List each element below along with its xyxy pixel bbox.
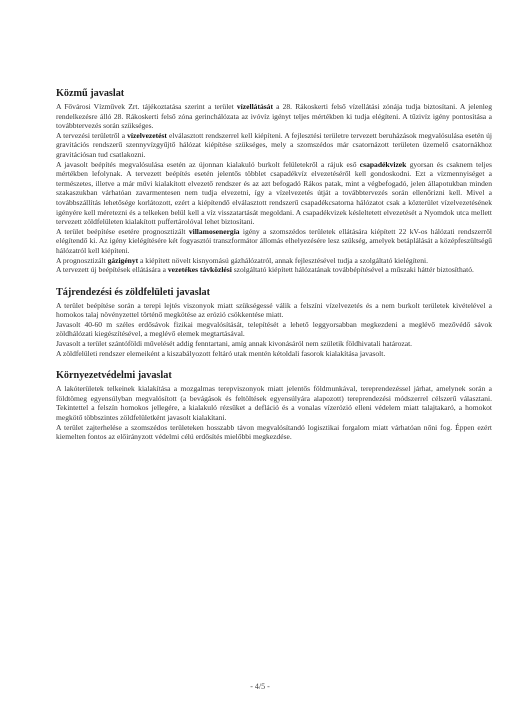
paragraph bbox=[56, 265, 492, 275]
section bbox=[56, 88, 492, 275]
paragraph bbox=[56, 131, 492, 160]
paragraph bbox=[56, 160, 492, 227]
paragraph bbox=[56, 339, 492, 349]
paragraph bbox=[56, 384, 492, 422]
section bbox=[56, 370, 492, 442]
bold-text: csapadékvizek bbox=[359, 159, 407, 169]
bold-text: vízellátását bbox=[236, 102, 273, 111]
bold-text: villamosenergia bbox=[188, 226, 240, 236]
text-run: gyorsan és csaknem teljes mértékben lefolynak. A tervezett beépítés esetén jelentős többlet csapadékvíz elvezetéséről kell gondoskodni. Ezt a vízmennyiséget a természetes, illetve a már művi kialakított elvezető rendszer és az azt befogadó Rákos patak, mint a végbefogadó, jelen állapotukban minden szakaszukban várhatóan zavarmentesen nem tudja elvezetni, így a vízelvezetés útját a továbbtervezés során ellenőrizni kell. Mivel a továbbszállítás lehetősége korlátozott, ezért a kiépítendő elválasztott rendszerű csapadékcsatorna hálózatot csak a közterület vízelvezetésének igényére kell méretezni és a telkeken belül kell a víz visszatartását megoldani. A csapadékvizek késleltetett elvezetését a Nyomdok utca mellett tervezett zöldfelületen kialakított puffertárolóval lehet biztosítani. bbox=[56, 159, 492, 227]
bold-text: gázigényt bbox=[107, 255, 139, 265]
section-title: Tájrendezési és zöldfelületi javaslat bbox=[56, 286, 211, 298]
text-run: A tervezési területről a bbox=[56, 130, 128, 140]
section bbox=[56, 287, 492, 359]
text-run: Javasolt a terület szántóföldi művelését addig fenntartani, amíg annak kivonásáról nem születik földhivatali határozat. bbox=[56, 339, 413, 349]
text-run: a 28. Rákoskerti felső vízellátási zónája tudja biztosítani. A jelenleg rendelkezésre álló 28. Rákoskerti felső zóna gerinchálózata az ivóvíz igényt teljes mértékben ki tudja elégíteni. A tűzivíz igény pontosítása a továbbtervezés során szükséges. bbox=[56, 102, 492, 131]
text-run: A Fővárosi Vízművek Zrt. tájékoztatása szerint a terület bbox=[56, 102, 237, 111]
text-run: A prognosztizált bbox=[56, 255, 108, 265]
text-run: a kiépített növelt kisnyomású gázhálózatról, annak fejlesztésével tudja a szolgáltató kielégíteni. bbox=[138, 255, 428, 265]
bold-text: vízelvezetést bbox=[127, 130, 167, 140]
paragraph bbox=[56, 301, 492, 320]
text-run: szolgáltató kiépített hálózatának továbbépítésével a műszaki háttér biztosítható. bbox=[231, 265, 474, 275]
bold-text: vezetékes távközlési bbox=[167, 265, 232, 275]
text-run: igény a szomszédos területek ellátására kiépített 22 kV-os hálózati rendszerről elégítendő ki. Az igény kielégítésére két fogyasztói transzformátor állomás elhelyezésére lesz szükség, amelyek betáplálását a középfeszültségű hálózatról kell kiépíteni. bbox=[56, 226, 492, 255]
section-title: Környezetvédelmi javaslat bbox=[56, 370, 172, 382]
paragraph bbox=[56, 102, 492, 131]
text-run: A lakóterületek telkeinek kialakítása a mozgalmas terepviszonyok miatt jelentős földmunkával, tereprendezéssel járhat, amelynek során a földtömeg egyensúlyban megvalósított (a bevágások és feltöltések egyensúlyára alapozott) tereprendezési módszerrel célszerű választani. Tekintettel a felszín homokos jellegére, a kialakuló rézsűket a defláció és a vonalas vízerózió elleni védelem miatt talajtakaró, a homokot megkötő többszintes zöldfelületként javasolt kialakítani. bbox=[56, 384, 492, 423]
paragraph bbox=[56, 320, 492, 339]
paragraph bbox=[56, 256, 492, 266]
paragraph bbox=[56, 227, 492, 256]
text-run: A terület zajterhelése a szomszédos területeken hosszabb távon megvalósítandó logisztikai forgalom miatt várhatóan nőni fog. Éppen ezért kiemelten fontos az előirányzott védelmi célú erdősítés mielőbbi megkezdése. bbox=[56, 422, 492, 442]
text-run: A zöldfelületi rendszer elemeiként a kiszabályozott feltáró utak mentén kétoldali fasorok kialakítása javasolt. bbox=[56, 348, 386, 358]
paragraph bbox=[56, 349, 492, 359]
text-run: A terület beépítése során a terepi lejtés viszonyok miatt szükségessé válik a felszíni vízelvezetés és a nem burkolt területek kivételével a homokos talaj növényzettel történő megkötése az erózió csökkentése miatt. bbox=[56, 300, 492, 320]
page-number: - 4/5 - bbox=[250, 682, 270, 691]
document-body bbox=[56, 88, 492, 442]
paragraph bbox=[56, 423, 492, 442]
text-run: Javasolt 40-60 m széles erdősávok fizikai megvalósítását, telepítését a lehető leggyorsabban megkezdeni a meglévő mezővédő sávok zöldhálózati kiegészítésével, a meglévő elemek megtartásával. bbox=[56, 319, 492, 339]
section-title: Közmű javaslat bbox=[56, 88, 125, 99]
text-run: elválasztott rendszerrel kell kiépíteni. A fejlesztési területre tervezett beruházások megvalósulása esetén új gravitációs rendszerű szennyvízgyűjtő hálózat kiépítése szükséges, mely a szomszédos már csatornázott területen üzemelő csatornákhoz gravitációsan tud csatlakozni. bbox=[56, 130, 492, 159]
text-run: A terület beépítése esetére prognosztizált bbox=[56, 226, 189, 236]
text-run: A javasolt beépítés megvalósulása esetén az újonnan kialakuló burkolt felületekről a rájuk eső bbox=[56, 159, 360, 169]
text-run: A tervezett új beépítések ellátására a bbox=[56, 265, 168, 275]
